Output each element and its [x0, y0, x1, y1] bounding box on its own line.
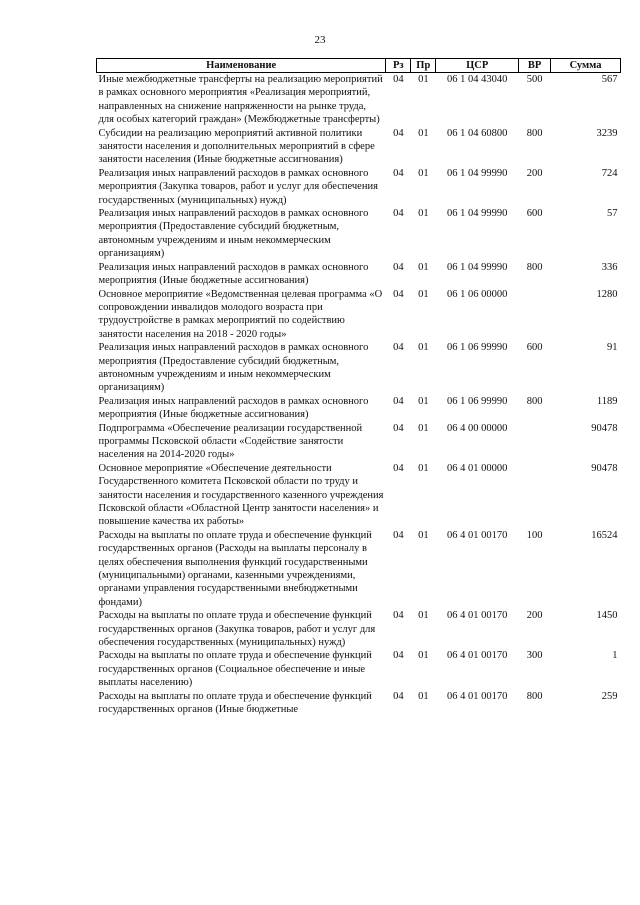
row-pr: 01	[418, 127, 429, 139]
row-name: Иные межбюджетные трансферты на реализацию мероприятий в рамках основного мероприятия «Реализация мероприятий, направленных на снижение напряженности на рынке труда, для особых категорий граждан» (Межбюджетные трансферты)	[98, 74, 383, 126]
row-name: Основное мероприятие «Ведомственная целевая программа «О сопровождении инвалидов молодого возраста при трудоустройстве в рамках мероприятий по содействию занятости населения на 2018 - 2020 годы»	[98, 288, 383, 340]
row-name: Реализация иных направлений расходов в рамках основного мероприятия (Предоставление субсидий бюджетным, автономным учреждениям и иным некоммерческим организациям)	[98, 342, 369, 394]
row-pr: 01	[418, 650, 429, 662]
row-rz: 04	[393, 127, 404, 139]
table-header-row	[97, 59, 621, 73]
table-row	[97, 395, 621, 422]
row-vr: 800	[526, 690, 543, 702]
row-vr: 600	[526, 342, 543, 354]
row-vr: 300	[526, 650, 543, 662]
row-rz: 04	[393, 167, 404, 179]
row-vr: 100	[526, 529, 543, 541]
row-sum: 90478	[591, 422, 618, 434]
row-rz: 04	[393, 261, 404, 273]
row-csr: 06 1 06 99990	[447, 395, 508, 407]
row-rz: 04	[393, 690, 404, 702]
row-csr: 06 1 04 60800	[447, 127, 508, 139]
row-rz: 04	[393, 462, 404, 474]
row-sum: 259	[601, 690, 618, 702]
row-sum: 91	[607, 342, 618, 354]
table-row	[97, 529, 621, 609]
table-row	[97, 649, 621, 689]
row-rz: 04	[393, 529, 404, 541]
row-sum: 1189	[596, 395, 618, 407]
row-name: Реализация иных направлений расходов в рамках основного мероприятия (Иные бюджетные ассигнования)	[98, 395, 369, 421]
row-vr: 200	[526, 610, 543, 622]
row-sum: 567	[601, 74, 618, 85]
row-csr: 06 1 04 43040	[447, 74, 508, 85]
row-rz: 04	[393, 74, 404, 85]
row-vr: 600	[526, 208, 543, 220]
row-csr: 06 1 04 99990	[447, 208, 508, 220]
row-rz: 04	[393, 208, 404, 220]
row-name: Расходы на выплаты по оплате труда и обеспечение функций государственных органов (Социальное обеспечение и иные выплаты населению)	[98, 650, 372, 689]
row-csr: 06 1 06 99990	[447, 342, 508, 354]
row-sum: 1	[612, 650, 618, 662]
row-rz: 04	[393, 342, 404, 354]
table-row	[97, 73, 621, 127]
row-vr	[519, 422, 551, 462]
row-sum: 1280	[596, 288, 618, 300]
header-name: Наименование	[97, 59, 386, 73]
header-rz: Рз	[386, 59, 411, 73]
row-pr: 01	[418, 610, 429, 622]
row-csr: 06 4 00 00000	[447, 422, 508, 434]
header-pr: Пр	[411, 59, 436, 73]
row-vr: 500	[526, 74, 543, 85]
row-vr: 200	[526, 167, 543, 179]
row-csr: 06 1 04 99990	[447, 167, 508, 179]
row-name: Подпрограмма «Обеспечение реализации государственной программы Псковской области «Содействие занятости населения на 2014-2020 годы»	[98, 422, 363, 461]
row-pr: 01	[418, 208, 429, 220]
row-vr	[519, 288, 551, 342]
table-row	[97, 288, 621, 342]
header-csr: ЦСР	[436, 59, 519, 73]
table-row	[97, 207, 621, 261]
budget-table	[96, 58, 621, 717]
row-csr: 06 1 04 99990	[447, 261, 508, 273]
page-number: 23	[314, 34, 326, 46]
row-sum: 336	[601, 261, 618, 273]
row-rz: 04	[393, 650, 404, 662]
row-pr: 01	[418, 529, 429, 541]
row-rz: 04	[393, 610, 404, 622]
row-csr: 06 4 01 00170	[447, 529, 508, 541]
row-pr: 01	[418, 342, 429, 354]
row-name: Основное мероприятие «Обеспечение деятельности Государственного комитета Псковской области по труду и занятости населения и государственного казенного учреждения Псковской области «Областной Центр занятости населения» и повышение качества их работы»	[98, 462, 384, 528]
row-name: Расходы на выплаты по оплате труда и обеспечение функций государственных органов (Закупка товаров, работ и услуг для обеспечения государственных (муниципальных) нужд)	[98, 610, 376, 649]
table-row	[97, 127, 621, 167]
row-vr: 800	[526, 127, 543, 139]
row-name: Расходы на выплаты по оплате труда и обеспечение функций государственных органов (Расходы на выплаты персоналу в целях обеспечения выполнения функций государственными (муниципальными) органами, казенными учреждениями, органами управления государственными внебюджетными фондами)	[98, 529, 372, 608]
row-csr: 06 4 01 00000	[447, 462, 508, 474]
row-vr: 800	[526, 261, 543, 273]
table-row	[97, 341, 621, 395]
table-row	[97, 462, 621, 529]
row-pr: 01	[418, 462, 429, 474]
row-sum: 90478	[591, 462, 618, 474]
row-sum: 16524	[591, 529, 618, 541]
row-pr: 01	[418, 167, 429, 179]
row-csr: 06 1 06 00000	[447, 288, 508, 300]
row-pr: 01	[418, 288, 429, 300]
table-row	[97, 609, 621, 649]
row-vr: 800	[526, 395, 543, 407]
table-row	[97, 422, 621, 462]
row-name: Субсидии на реализацию мероприятий активной политики занятости населения и дополнительных мероприятий в сфере занятости населения (Иные бюджетные ассигнования)	[98, 127, 375, 166]
table-row	[97, 261, 621, 288]
header-sum: Сумма	[551, 59, 621, 73]
row-name: Реализация иных направлений расходов в рамках основного мероприятия (Закупка товаров, работ и услуг для обеспечения государственных (муниципальных) нужд)	[98, 167, 378, 206]
row-pr: 01	[418, 395, 429, 407]
row-csr: 06 4 01 00170	[447, 650, 508, 662]
header-vr: ВР	[519, 59, 551, 73]
row-pr: 01	[418, 422, 429, 434]
row-pr: 01	[418, 74, 429, 85]
row-name: Реализация иных направлений расходов в рамках основного мероприятия (Предоставление субсидий бюджетным, автономным учреждениям и иным некоммерческим организациям)	[98, 208, 369, 260]
row-csr: 06 4 01 00170	[447, 610, 508, 622]
row-name: Расходы на выплаты по оплате труда и обеспечение функций государственных органов (Иные бюджетные	[98, 690, 372, 716]
row-pr: 01	[418, 261, 429, 273]
row-rz: 04	[393, 288, 404, 300]
row-sum: 1450	[596, 610, 618, 622]
row-vr	[519, 462, 551, 529]
row-csr: 06 4 01 00170	[447, 690, 508, 702]
row-sum: 724	[601, 167, 618, 179]
row-rz: 04	[393, 395, 404, 407]
table-row	[97, 167, 621, 207]
table-row	[97, 690, 621, 717]
row-name: Реализация иных направлений расходов в рамках основного мероприятия (Иные бюджетные ассигнования)	[98, 261, 369, 287]
row-pr: 01	[418, 690, 429, 702]
row-rz: 04	[393, 422, 404, 434]
row-sum: 3239	[596, 127, 618, 139]
row-sum: 57	[607, 208, 618, 220]
